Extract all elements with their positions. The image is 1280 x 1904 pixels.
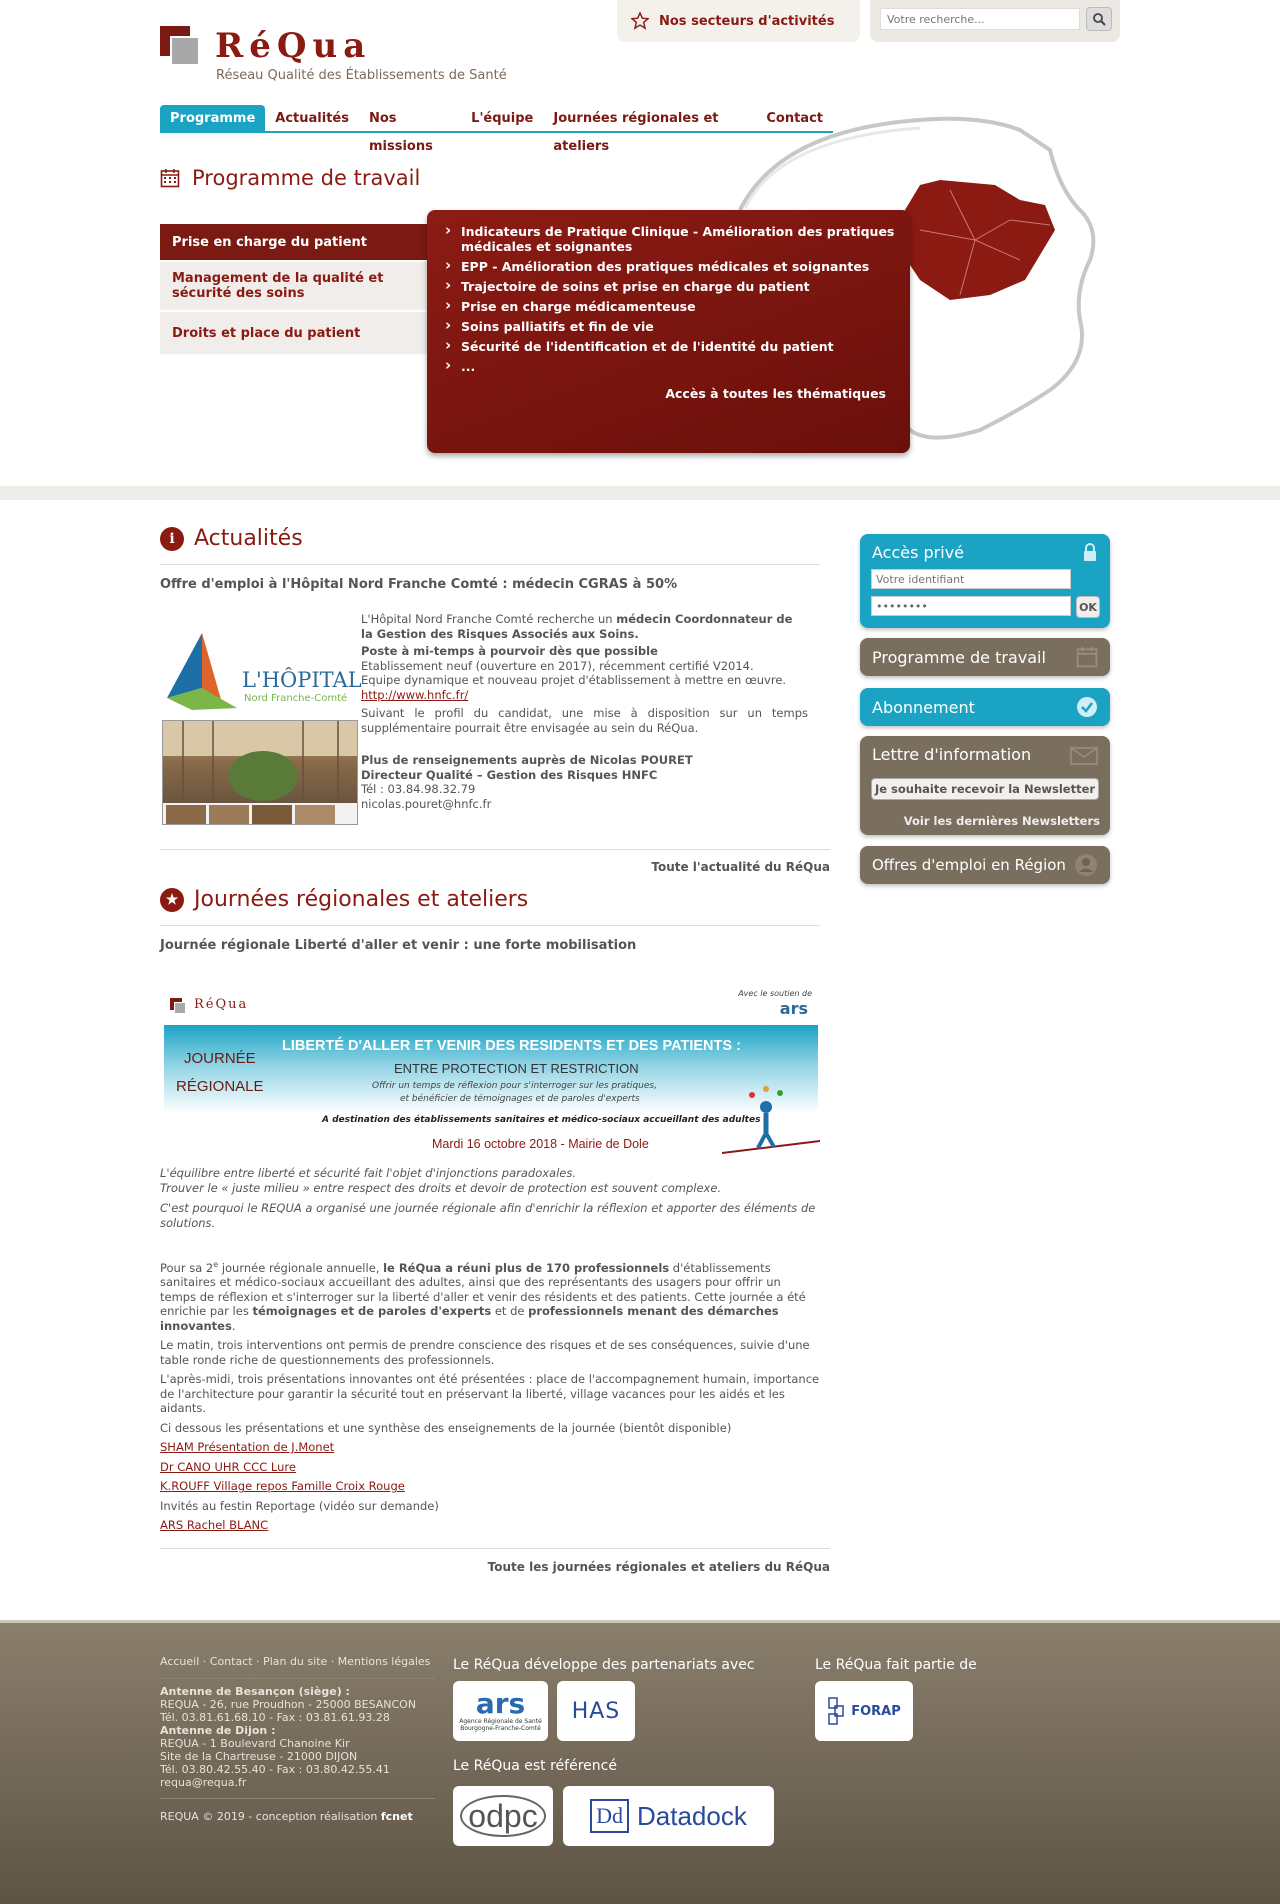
hospital-logo xyxy=(162,628,362,714)
banner-subtitle: ENTRE PROTECTION ET RESTRICTION xyxy=(394,1061,639,1076)
banner-text: et bénéficier de témoignages et de paroles d'experts xyxy=(400,1094,640,1104)
all-news-link[interactable]: Toute l'actualité du RéQua xyxy=(651,860,830,874)
body-text-bold: témoignages et de paroles d'experts xyxy=(252,1304,492,1319)
sectors-button[interactable] xyxy=(617,0,860,42)
news-para: Poste à mi-temps à pourvoir dès que possible xyxy=(361,644,658,658)
programme-item[interactable]: › Sécurité de l'identification et de l'identité du patient xyxy=(461,339,896,354)
presentation-link[interactable]: Dr CANO UHR CCC Lure xyxy=(160,1459,296,1474)
divider xyxy=(160,1548,830,1549)
body-para xyxy=(160,1258,820,1333)
copyright-text: REQUA © 2019 - conception réalisation xyxy=(160,1810,381,1823)
separator-band xyxy=(0,486,1280,500)
check-icon xyxy=(1076,696,1098,718)
journee-body xyxy=(160,1258,820,1533)
nav-journees[interactable]: Journées régionales et ateliers xyxy=(553,111,719,154)
envelope-icon xyxy=(1070,747,1098,765)
programme-item[interactable]: › EPP - Amélioration des pratiques médicales et soignantes xyxy=(461,259,896,274)
ars-subtitle: Bourgogne-Franche-Comté xyxy=(460,1725,541,1732)
odpc-logo[interactable] xyxy=(453,1786,553,1846)
footer xyxy=(0,1620,1280,1904)
login-button[interactable]: OK xyxy=(1076,596,1100,618)
logo-tagline: Réseau Qualité des Établissements de Santé xyxy=(216,68,507,83)
info-icon: i xyxy=(160,527,184,551)
search-input[interactable] xyxy=(880,8,1080,30)
banner-logo: RéQua xyxy=(194,997,249,1012)
programme-item[interactable]: › Indicateurs de Pratique Clinique - Amélioration des pratiques médicales et soignantes xyxy=(461,224,896,254)
contact-role: Directeur Qualité – Gestion des Risques HNFC xyxy=(361,767,658,782)
has-logo[interactable] xyxy=(557,1681,635,1741)
hnfc-link[interactable]: http://www.hnfc.fr/ xyxy=(361,687,469,702)
banner-logo-square xyxy=(174,1002,186,1014)
sidebar-programme-label: Programme de travail xyxy=(872,647,1046,667)
intro-line: C'est pourquoi le REQUA a organisé une journée régionale afin d'enrichir la réflexion et apporter des éléments de solutions. xyxy=(160,1201,816,1230)
banner-date: Mardi 16 octobre 2018 - Mairie de Dole xyxy=(432,1137,649,1151)
address-line: REQUA - 26, rue Proudhon - 25000 BESANCON xyxy=(160,1698,417,1711)
star-outline-icon xyxy=(631,12,649,30)
tab-management-qualite[interactable]: Management de la qualité et sécurité des soins xyxy=(160,262,430,310)
journee-intro xyxy=(160,1166,820,1230)
address-line: Site de la Chartreuse - 21000 DIJON xyxy=(160,1750,358,1763)
password-input[interactable] xyxy=(871,596,1071,616)
referenced-title: Le RéQua est référencé xyxy=(453,1758,617,1774)
programme-title: Programme de travail xyxy=(192,166,421,190)
sidebar-offres-emploi[interactable] xyxy=(860,846,1110,884)
divider xyxy=(160,849,830,850)
body-text: Pour sa 2 xyxy=(160,1260,214,1275)
presentation-link[interactable]: K.ROUFF Village repos Famille Croix Rouge xyxy=(160,1479,405,1494)
banner-main-title: LIBERTÉ D'ALLER ET VENIR DES RESIDENTS ET DES PATIENTS : xyxy=(282,1038,741,1054)
banner-regionale: RÉGIONALE xyxy=(176,1078,264,1095)
address-line: Tél. 03.80.42.55.40 - Fax : 03.80.42.55.41 xyxy=(160,1763,390,1776)
contact-email: nicolas.pouret@hnfc.fr xyxy=(361,796,492,811)
body-text-bold: le RéQua a réuni plus de 170 professionnels xyxy=(383,1260,670,1275)
tab-droits-patient[interactable]: Droits et place du patient xyxy=(160,312,430,354)
news-body xyxy=(361,612,808,811)
address-title: Antenne de Besançon (siège) : xyxy=(160,1685,350,1698)
intro-line: L'équilibre entre liberté et sécurité fait l'objet d'injonctions paradoxales. xyxy=(160,1166,576,1180)
footer-address xyxy=(160,1685,440,1789)
hospital-logo-mark xyxy=(162,628,242,714)
user-circle-icon xyxy=(1074,853,1098,877)
journees-heading xyxy=(160,887,528,912)
body-para: L'après-midi, trois présentations innovantes ont été présentées : place de l'accompagnement humain, importance de l'architecture pour garantir la sécurité tout en préservant la liberté, village vacances pour les aidés et les aidants. xyxy=(160,1372,820,1416)
programme-panel xyxy=(427,210,910,453)
datadock-wordmark: Datadock xyxy=(637,1800,747,1831)
search-button[interactable] xyxy=(1086,7,1112,31)
news-text: L'Hôpital Nord Franche Comté recherche un xyxy=(361,612,617,626)
forap-logo[interactable] xyxy=(815,1681,913,1741)
footer-copyright xyxy=(160,1810,413,1823)
hospital-name: L'HÔPITAL xyxy=(242,668,362,692)
login-input[interactable] xyxy=(871,569,1071,589)
address-title: Antenne de Dijon : xyxy=(160,1724,276,1737)
presentation-link[interactable]: ARS Rachel BLANC xyxy=(160,1518,269,1533)
star-icon: ★ xyxy=(160,888,184,912)
lock-icon xyxy=(1082,542,1098,562)
news-headline[interactable]: Offre d'emploi à l'Hôpital Nord Franche Comté : médecin CGRAS à 50% xyxy=(160,577,678,592)
divider xyxy=(160,564,820,565)
address-line: REQUA - 1 Boulevard Chanoine Kir xyxy=(160,1737,350,1750)
footer-email[interactable]: requa@requa.fr xyxy=(160,1776,247,1789)
footer-links[interactable]: Accueil · Contact · Plan du site · Mentions légales xyxy=(160,1655,431,1668)
programme-heading xyxy=(160,166,420,190)
contact-name: Plus de renseignements auprès de Nicolas POURET xyxy=(361,753,693,767)
nav-programme[interactable]: Programme xyxy=(160,105,265,133)
hospital-region: Nord Franche-Comté xyxy=(244,693,348,704)
programme-item[interactable]: › Prise en charge médicamenteuse xyxy=(461,299,896,314)
partners-title: Le RéQua développe des partenariats avec xyxy=(453,1657,755,1673)
address-line: Tél. 03.81.61.68.10 - Fax : 03.81.61.93.28 xyxy=(160,1711,390,1724)
programme-tabs xyxy=(160,224,430,356)
body-sup: e xyxy=(213,1260,219,1269)
event-banner xyxy=(162,985,820,1157)
sectors-label: Nos secteurs d'activités xyxy=(659,13,835,29)
news-para: Equipe dynamique et nouveau projet d'établissement à mettre en œuvre. xyxy=(361,673,787,687)
body-text: et de xyxy=(491,1304,529,1319)
body-para: Ci dessous les présentations et une synthèse des enseignements de la journée (bientôt disponible) xyxy=(160,1420,732,1435)
sidebar-abonnement-label: Abonnement xyxy=(872,697,975,717)
news-para: Etablissement neuf (ouverture en 2017), récemment certifié V2014. xyxy=(361,658,754,673)
search-bar xyxy=(870,0,1120,42)
sidebar-abonnement[interactable] xyxy=(860,688,1110,726)
journee-headline[interactable]: Journée régionale Liberté d'aller et venir : une forte mobilisation xyxy=(160,938,637,953)
datadock-logo[interactable]: Dd Datadock xyxy=(563,1786,774,1846)
has-wordmark: HAS xyxy=(571,1698,621,1724)
actualites-heading xyxy=(160,526,303,551)
private-access-box xyxy=(860,534,1110,628)
body-text: journée régionale annuelle, xyxy=(218,1260,384,1275)
sidebar-programme[interactable] xyxy=(860,638,1110,676)
hospital-photo xyxy=(162,720,358,825)
agency-link[interactable]: fcnet xyxy=(380,1810,413,1823)
banner-support: Avec le soutien de xyxy=(738,989,812,998)
actualites-title: Actualités xyxy=(194,526,303,551)
footer-divider xyxy=(160,1798,435,1799)
nav-contact[interactable]: Contact xyxy=(766,111,823,126)
ars-subtitle: Agence Régionale de Santé xyxy=(459,1718,542,1725)
contact-phone: Tél : 03.84.98.32.79 xyxy=(361,782,476,796)
newsletter-box xyxy=(860,736,1110,835)
news-para: Suivant le profil du candidat, une mise à disposition sur un temps supplémentaire pourrait être envisagée au sein du RéQua. xyxy=(361,706,808,735)
site-logo[interactable] xyxy=(160,26,580,88)
calendar-icon xyxy=(160,168,180,188)
ars-wordmark: ars xyxy=(475,1687,526,1720)
logo-wordmark: RéQua xyxy=(215,26,372,66)
ars-logo[interactable] xyxy=(453,1681,548,1741)
banner-journee: JOURNÉE xyxy=(184,1050,256,1067)
body-para: Le matin, trois interventions ont permis de prendre conscience des risques et de ses conséquences, suivie d'une table ronde riche de questionnements des professionnels. xyxy=(160,1338,810,1367)
newsletter-title: Lettre d'information xyxy=(872,745,1032,764)
juggler-illustration xyxy=(722,1085,820,1155)
presentation-link[interactable]: SHAM Présentation de J.Monet xyxy=(160,1440,335,1455)
member-title: Le RéQua fait partie de xyxy=(815,1657,977,1673)
all-journees-link[interactable]: Toute les journées régionales et ateliers du RéQua xyxy=(487,1560,830,1574)
news-para xyxy=(361,612,808,641)
banner-text: Offrir un temps de réflexion pour s'interroger sur les pratiques, xyxy=(372,1081,657,1091)
all-themes-link[interactable]: Accès à toutes les thématiques xyxy=(665,386,886,401)
intro-line: Trouver le « juste milieu » entre respect des droits et devoir de protection est souvent complexe. xyxy=(160,1180,722,1195)
banner-audience: A destination des établissements sanitaires et médico-sociaux accueillant des adultes xyxy=(322,1115,761,1125)
body-text: . xyxy=(231,1318,236,1333)
sidebar-offres-label: Offres d'emploi en Région xyxy=(872,856,1066,874)
forap-mark xyxy=(827,1696,847,1726)
journees-title: Journées régionales et ateliers xyxy=(194,887,529,912)
logo-square-grey xyxy=(170,36,200,66)
body-text: d'établissements sanitaires et médico-sociaux accueillant des adultes, ainsi que des représentants des usagers pour offrir un temps de réflexion et s'interroger sur la liberté d'aller et venir des résidents et des patients. Cette journée a été enrichie par les xyxy=(160,1260,806,1319)
programme-item[interactable]: › ... xyxy=(461,359,896,374)
odpc-wordmark: odpc xyxy=(460,1795,545,1837)
divider xyxy=(160,925,820,926)
nav-missions[interactable]: Nos missions xyxy=(368,111,433,154)
banner-ars-logo: ars xyxy=(779,999,808,1018)
programme-item[interactable]: › Trajectoire de soins et prise en charge du patient xyxy=(461,279,896,294)
nav-actualites[interactable]: Actualités xyxy=(275,111,349,126)
nav-equipe[interactable]: L'équipe xyxy=(471,111,534,126)
news-text-bold: médecin Coordonnateur de la Gestion des Risques Associés aux Soins. xyxy=(361,612,793,641)
footer-divider xyxy=(160,1678,435,1679)
body-text-bold: professionnels menant des démarches innovantes xyxy=(160,1304,779,1333)
calendar-icon xyxy=(1076,646,1098,668)
subscribe-newsletter-button[interactable]: Je souhaite recevoir la Newsletter xyxy=(871,778,1099,800)
search-icon xyxy=(1092,12,1106,26)
tab-prise-en-charge[interactable]: Prise en charge du patient xyxy=(160,224,430,260)
forap-wordmark: FORAP xyxy=(851,1703,901,1719)
latest-newsletters-link[interactable]: Voir les dernières Newsletters xyxy=(903,814,1100,828)
private-access-title: Accès privé xyxy=(872,543,965,562)
body-para: Invités au festin Reportage (vidéo sur demande) xyxy=(160,1498,439,1513)
programme-item[interactable]: › Soins palliatifs et fin de vie xyxy=(461,319,896,334)
